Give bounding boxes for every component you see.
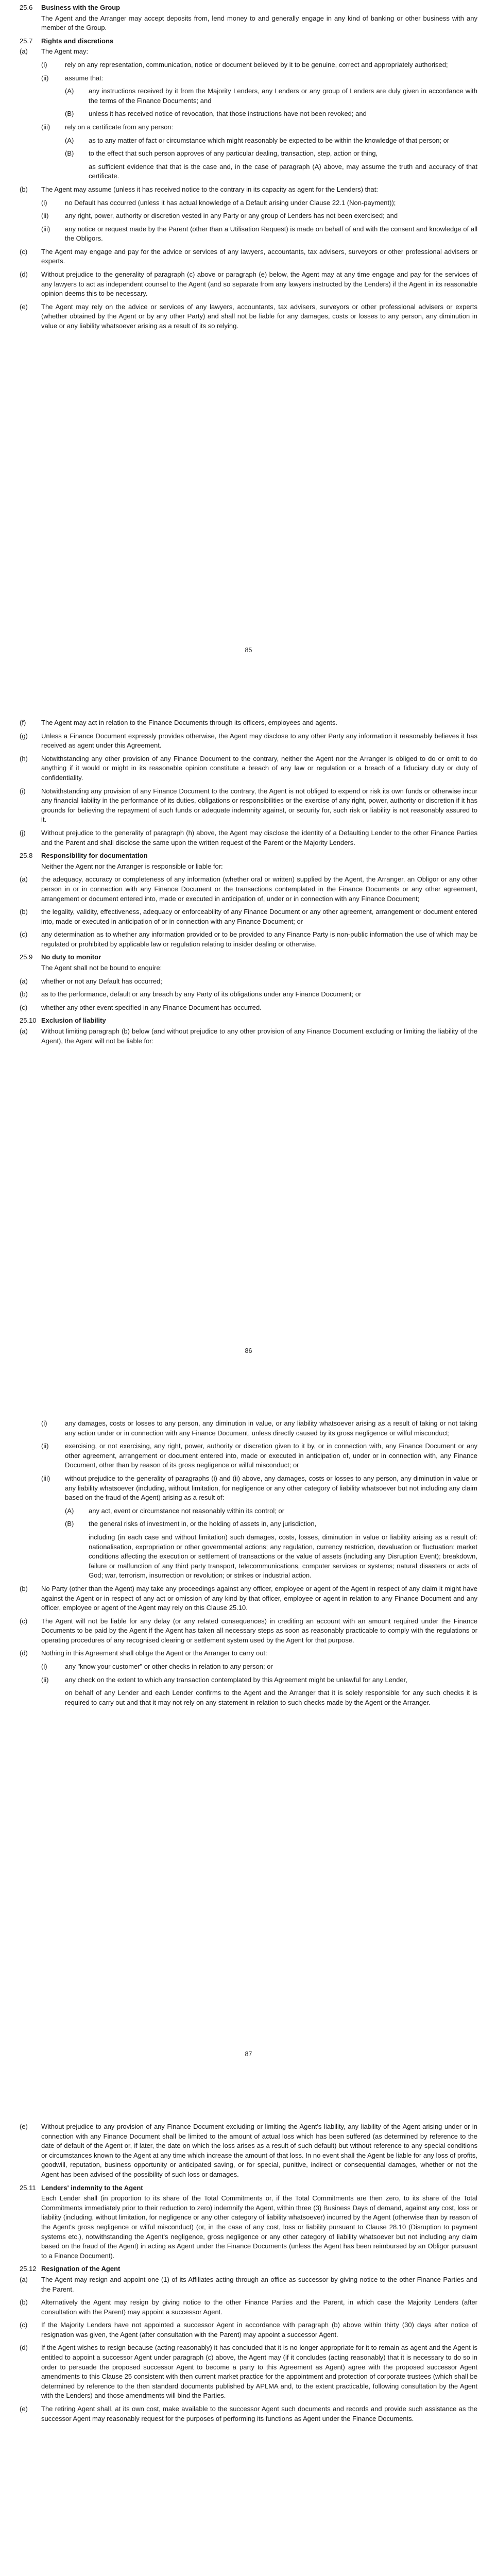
page-content (20, 1406, 477, 1707)
page-content (20, 0, 477, 331)
clause-text: The retiring Agent shall, at its own cost, make available to the successor Agent such documents and records and provide such assistance as the successor Agent may reasonably request for the purposes of performing its functions as Agent under the Finance Documents. (41, 2405, 477, 2422)
clause-heading (20, 2264, 477, 2274)
page-number: 86 (245, 1347, 252, 1354)
clause-paragraph (41, 74, 477, 83)
clause-paragraph (20, 14, 477, 33)
clause-number: 25.9 (20, 953, 33, 961)
clause-number: (i) (41, 1663, 47, 1671)
clause-heading (20, 3, 477, 13)
clause-text: without prejudice to the generality of paragraphs (i) and (ii) above, any damages, costs or losses to any person, any diminution in value or any liability whatsoever (including, without limitation, for negligence or any other category of liability whatsoever but not including any claim based on the fraud of the Agent) arising as a result of: (65, 1474, 477, 1502)
clause-paragraph (20, 47, 477, 57)
clause-text: The Agent and the Arranger may accept deposits from, lend money to and generally engage in any kind of banking or other business with any member of the Group. (41, 14, 477, 32)
clause-number: 25.7 (20, 37, 33, 45)
page-86 (0, 706, 497, 1406)
clause-paragraph (41, 60, 477, 70)
clause-paragraph (20, 270, 477, 299)
clause-paragraph (20, 2122, 477, 2180)
clause-number: (iii) (41, 1474, 50, 1482)
clause-paragraph (20, 2275, 477, 2294)
clause-paragraph (20, 930, 477, 949)
clause-number: (A) (65, 136, 74, 144)
clause-number: (B) (65, 1520, 74, 1528)
page-88 (0, 2110, 497, 2576)
clause-number: (ii) (41, 1675, 49, 1684)
clause-number: (B) (65, 110, 74, 118)
clause-paragraph (20, 2343, 477, 2401)
clause-number: (b) (20, 1584, 28, 1592)
clause-text: The Agent may act in relation to the Finance Documents through its officers, employees and agents. (41, 719, 337, 726)
clause-title: Resignation of the Agent (41, 2265, 121, 2273)
clause-text: any check on the extent to which any transaction contemplated by this Agreement might be unlawful for any Lender, (65, 1675, 407, 1684)
clause-text: The Agent may resign and appoint one (1) of its Affiliates acting through an office as successor by giving notice to the other Finance Parties and the Parent. (41, 2275, 477, 2293)
clause-title: Rights and discretions (41, 37, 114, 45)
clause-heading (20, 851, 477, 861)
clause-number: (i) (41, 1419, 47, 1427)
clause-heading (20, 37, 477, 46)
clause-number: (iii) (41, 123, 50, 131)
clause-text: whether any other event specified in any Finance Document has occurred. (41, 1003, 262, 1011)
clause-number: (ii) (41, 74, 49, 82)
clause-text: The Agent may engage and pay for the advice or services of any lawyers, accountants, tax advisers, surveyors or other professional advisers or experts. (41, 247, 477, 265)
clause-paragraph (20, 875, 477, 904)
clause-text: Notwithstanding any other provision of any Finance Document to the contrary, neither the Agent nor the Arranger is obliged to do or omit to do anything if it would or might in its reasonable opinion constitute a breach of any law or regulation or a breach of a fiduciary duty or duty of confidentiality. (41, 754, 477, 782)
clause-number: (a) (20, 977, 28, 985)
clause-paragraph (20, 907, 477, 926)
clause-paragraph (65, 1506, 477, 1516)
clause-number: (c) (20, 247, 28, 256)
clause-number: (i) (41, 198, 47, 207)
clause-number: (d) (20, 270, 28, 279)
clause-paragraph (20, 2194, 477, 2261)
clause-text: the general risks of investment in, or the holding of assets in, any jurisdiction, (89, 1520, 317, 1528)
clause-paragraph (41, 1688, 477, 1707)
clause-paragraph (20, 963, 477, 973)
clause-title: Business with the Group (41, 4, 121, 11)
clause-number: (e) (20, 302, 28, 311)
clause-number: (e) (20, 2405, 28, 2413)
clause-paragraph (65, 1533, 477, 1581)
clause-paragraph (20, 732, 477, 751)
clause-text: If the Majority Lenders have not appointed a successor Agent in accordance with paragraph (b) above within thirty (30) days after notice of resignation was given, the Agent (after consultation with the Parent) may appoint a successor Agent. (41, 2321, 477, 2338)
clause-paragraph (20, 247, 477, 266)
clause-paragraph (20, 1003, 477, 1013)
clause-title: Lenders' indemnity to the Agent (41, 2183, 143, 2192)
clause-text: the legality, validity, effectiveness, adequacy or enforceability of any Finance Document or any other agreement, arrangement or document entered into, made or executed in anticipation of or in connection with any Finance Document; or (41, 908, 477, 925)
clause-text: as to any matter of fact or circumstance which might reasonably be expected to be within the knowledge of that person; or (89, 136, 450, 144)
clause-number: (g) (20, 732, 28, 740)
clause-paragraph (20, 828, 477, 848)
clause-number: (c) (20, 2321, 28, 2329)
clause-number: (a) (20, 1027, 28, 1036)
clause-paragraph (41, 1442, 477, 1470)
clause-text: Without prejudice to any provision of any Finance Document excluding or limiting the Agent's liability, any liability of the Agent arising under or in connection with any Finance Document shall be limited to the amount of actual loss which has been suffered (as determined by reference to the date of default of the Agent or, if later, the date on which the loss arises as a result of such default) but without reference to any special conditions or circumstances known to the Agent at any time which increase the amount of that loss. In no event shall the Agent be liable for any loss of profits, goodwill, reputation, business opportunity or anticipated saving, or for special, punitive, indirect or consequential damages, whether or not the Agent has been advised of the possibility of such loss or damages. (41, 2123, 477, 2178)
clause-number: (iii) (41, 225, 50, 233)
clause-number: 25.12 (20, 2265, 37, 2273)
clause-paragraph (20, 185, 477, 195)
clause-paragraph (65, 162, 477, 181)
clause-paragraph (20, 302, 477, 331)
clause-text: assume that: (65, 74, 104, 82)
clause-text: on behalf of any Lender and each Lender confirms to the Agent and the Arranger that it is solely responsible for any such checks it is required to carry out and that it may not rely on any statement in relation to such checks made by the Agent or the Arranger. (65, 1689, 477, 1706)
clause-number: (b) (20, 2298, 28, 2307)
clause-text: The Agent may assume (unless it has received notice to the contrary in its capacity as agent for the Lenders) that: (41, 185, 378, 193)
clause-paragraph (20, 2298, 477, 2317)
clause-paragraph (20, 718, 477, 728)
clause-heading (20, 1016, 477, 1026)
clause-text: any "know your customer" or other checks in relation to any person; or (65, 1663, 273, 1671)
clause-text: Neither the Agent nor the Arranger is responsible or liable for: (41, 862, 223, 870)
clause-number: (h) (20, 754, 28, 762)
page-85 (0, 0, 497, 706)
clause-paragraph (41, 1419, 477, 1438)
clause-paragraph (20, 1584, 477, 1613)
clause-paragraph (20, 1649, 477, 1658)
clause-paragraph (41, 198, 477, 208)
clause-number: (b) (20, 908, 28, 916)
clause-paragraph (41, 1474, 477, 1503)
clause-number: (c) (20, 930, 28, 939)
clause-text: Each Lender shall (in proportion to its share of the Total Commitments or, if the Total Commitments are then zero, to its share of the Total Commitments immediately prior to their reduction to zero) indemnify the Agent, within three (3) Business Days of demand, against any cost, loss or liability (including, without limitation, for negligence or any other category of liability whatsoever) incurred by the Agent (otherwise than by reason of the Agent's gross negligence or wilful misconduct) (or, in the case of any cost, loss or liability pursuant to Clause 28.10 (Disruption to payment systems etc.), notwithstanding the Agent's negligence, gross negligence or any other category of liability whatsoever but not including any claim based on the fraud of the Agent) in acting as Agent under the Finance Documents (unless the Agent has been reimbursed by an Obligor pursuant to a Finance Document). (41, 2194, 477, 2260)
clause-number: (ii) (41, 1442, 49, 1450)
clause-text: rely on a certificate from any person: (65, 123, 174, 131)
clause-number: 25.8 (20, 852, 33, 860)
clause-text: No Party (other than the Agent) may take any proceedings against any officer, employee or agent of the Agent in respect of any claim it might have against the Agent or in respect of any act or omission of any kind by that officer, employee or agent in relation to any Finance Document and any officer, employee or agent of the Agent may rely on this Clause 25.10. (41, 1584, 477, 1612)
clause-paragraph (65, 87, 477, 106)
clause-number: (A) (65, 1506, 74, 1515)
clause-number: 25.10 (20, 1016, 37, 1025)
page-content (20, 706, 477, 1046)
clause-paragraph (20, 990, 477, 999)
clause-text: If the Agent wishes to resign because (acting reasonably) it has concluded that it is no longer appropriate for it to remain as agent and the Agent is entitled to appoint a successor Agent under paragraph (c) above, the Agent may (if it concludes (acting reasonably) that it is necessary to do so in order to persuade the proposed successor Agent to become a party to this Agreement as Agent) agree with the proposed successor Agent amendments to this Clause 25 consistent with then current market practice for the appointment and protection of corporate trustees (which shall be determined by reference to the then standard documents published by APLMA and, to the extent practicable, following consultation by the Agent with the Lenders) and those amendments will bind the Parties. (41, 2344, 477, 2400)
clause-title: No duty to monitor (41, 953, 101, 961)
clause-paragraph (65, 149, 477, 159)
clause-text: whether or not any Default has occurred; (41, 977, 162, 985)
clause-text: Without prejudice to the generality of paragraph (h) above, the Agent may disclose the identity of a Defaulting Lender to the other Finance Parties and the Parent and shall disclose the same upon the written request of the Parent or the Majority Lenders. (41, 828, 477, 846)
clause-number: (c) (20, 1003, 28, 1011)
clause-heading (20, 953, 477, 962)
page-number: 87 (245, 2050, 252, 2058)
clause-number: 25.6 (20, 4, 33, 11)
clause-number: (ii) (41, 212, 49, 220)
clause-paragraph (20, 1617, 477, 1646)
clause-paragraph (65, 136, 477, 146)
clause-text: any act, event or circumstance not reasonably within its control; or (89, 1506, 285, 1515)
clause-text: to the effect that such person approves of any particular dealing, transaction, step, action or thing, (89, 149, 378, 158)
clause-title: Exclusion of liability (41, 1016, 106, 1025)
clause-paragraph (20, 2320, 477, 2340)
clause-title: Responsibility for documentation (41, 852, 148, 860)
clause-number: (i) (41, 60, 47, 69)
page-content (20, 2110, 477, 2424)
clause-text: any damages, costs or losses to any person, any diminution in value, or any liability whatsoever arising as a result of taking or not taking any action under or in connection with any Finance Document, unless directly caused by its gross negligence or wilful misconduct; (65, 1419, 477, 1437)
clause-number: (a) (20, 875, 28, 884)
page-87 (0, 1406, 497, 2110)
clause-number: (d) (20, 1649, 28, 1657)
clause-text: any notice or request made by the Parent (other than a Utilisation Request) is made on behalf of and with the consent and knowledge of all the Obligors. (65, 225, 477, 243)
clause-text: The Agent may: (41, 47, 89, 56)
clause-text: exercising, or not exercising, any right, power, authority or discretion given to it by, or in connection with, any Finance Document or any other agreement, arrangement or document entered into, made or executed in anticipation of, under or in connection with, any Finance Document, other than by reason of its gross negligence or wilful misconduct; or (65, 1442, 477, 1469)
clause-text: as to the performance, default or any breach by any Party of its obligations under any Finance Document; or (41, 990, 362, 998)
clause-number: (a) (20, 2275, 28, 2283)
clause-heading (20, 2183, 477, 2193)
clause-text: the adequacy, accuracy or completeness of any information (whether oral or written) supplied by the Agent, the Arranger, an Obligor or any other person in or in connection with any Finance Document or the transactions contemplated in the Finance Documents or any other agreement, arrangement or document entered into, made or executed in anticipation of, under or in connection with any Finance Document; (41, 875, 477, 903)
clause-text: rely on any representation, communication, notice or document believed by it to be genuine, correct and appropriately authorised; (65, 60, 448, 69)
clause-number: (a) (20, 47, 28, 56)
clause-text: Without prejudice to the generality of paragraph (c) above or paragraph (e) below, the Agent may at any time engage and pay for the services of any lawyers to act as independent counsel to the Agent (and so separate from any lawyers instructed by the Lenders) if the Agent in its reasonable opinion deems this to be necessary. (41, 270, 477, 298)
clause-paragraph (41, 123, 477, 132)
clause-paragraph (41, 1662, 477, 1672)
page-number: 85 (245, 647, 252, 654)
clause-paragraph (41, 225, 477, 244)
clause-text: as sufficient evidence that that is the case and, in the case of paragraph (A) above, may assume the truth and accuracy of that certificate. (89, 162, 477, 180)
clause-paragraph (65, 109, 477, 119)
clause-text: Alternatively the Agent may resign by giving notice to the other Finance Parties and the Parent, in which case the Majority Lenders (after consultation with the Parent) may appoint a successor Agent. (41, 2298, 477, 2316)
clause-text: The Agent may rely on the advice or services of any lawyers, accountants, tax advisers, surveyors or other professional advisers or experts (whether obtained by the Agent or by any other Party) and shall not be liable for any damages, costs or losses to any person, any diminution in value or any liability whatsoever arising as a result of its so relying. (41, 302, 477, 330)
clause-number: (b) (20, 990, 28, 998)
clause-text: any determination as to whether any information provided or to be provided to any Finance Party is non-public information the use of which may be regulated or prohibited by applicable law or regulation relating to insider dealing or otherwise. (41, 930, 477, 948)
clause-number: (e) (20, 2123, 28, 2130)
clause-text: Nothing in this Agreement shall oblige the Agent or the Arranger to carry out: (41, 1649, 267, 1657)
clause-paragraph (41, 1675, 477, 1685)
clause-paragraph (20, 754, 477, 783)
clause-text: any instructions received by it from the Majority Lenders, any Lenders or any group of Lenders are duly given in accordance with the terms of the Finance Documents; and (89, 87, 477, 105)
clause-paragraph (20, 1027, 477, 1046)
clause-paragraph (20, 787, 477, 825)
clause-text: Without limiting paragraph (b) below (and without prejudice to any other provision of any Finance Document excluding or limiting the liability of the Agent), the Agent will not be liable for: (41, 1027, 477, 1045)
clause-paragraph (20, 2404, 477, 2424)
clause-number: 25.11 (20, 2183, 36, 2192)
clause-text: Unless a Finance Document expressly provides otherwise, the Agent may disclose to any other Party any information it reasonably believes it has received as agent under this Agreement. (41, 732, 477, 750)
clause-text: The Agent will not be liable for any delay (or any related consequences) in crediting an account with an amount required under the Finance Documents to be paid by the Agent if the Agent has taken all necessary steps as soon as reasonably practicable to comply with the regulations or operating procedures of any recognised clearing or settlement system used by the Agent for that purpose. (41, 1617, 477, 1644)
clause-text: unless it has received notice of revocation, that those instructions have not been revoked; and (89, 110, 367, 118)
clause-text: any right, power, authority or discretion vested in any Party or any group of Lenders has not been exercised; and (65, 212, 398, 220)
clause-paragraph (41, 211, 477, 221)
clause-number: (d) (20, 2344, 28, 2352)
clause-number: (c) (20, 1617, 28, 1625)
clause-number: (b) (20, 185, 28, 193)
clause-number: (B) (65, 149, 74, 158)
clause-number: (j) (20, 828, 26, 837)
clause-paragraph (20, 977, 477, 987)
clause-number: (f) (20, 719, 26, 726)
clause-text: The Agent shall not be bound to enquire: (41, 964, 162, 972)
clause-paragraph (20, 862, 477, 872)
clause-text: no Default has occurred (unless it has actual knowledge of a Default arising under Clause 22.1 (Non-payment)); (65, 198, 396, 207)
clause-paragraph (65, 1519, 477, 1529)
clause-number: (A) (65, 87, 74, 95)
clause-number: (i) (20, 787, 26, 795)
clause-text: including (in each case and without limitation) such damages, costs, losses, diminution in value or liability arising as a result of: nationalisation, expropriation or other governmental actions; any regulation, currency restriction, devaluation or fluctuation; market conditions affecting the execution or settlement of transactions or the value of assets (including any Disruption Event); breakdown, failure or malfunction of any third party transport, telecommunications, computer services or systems; natural disasters or acts of God; war, terrorism, insurrection or revolution; or strikes or industrial action. (89, 1533, 477, 1580)
clause-text: Notwithstanding any provision of any Finance Document to the contrary, the Agent is not obliged to expend or risk its own funds or otherwise incur any financial liability in the performance of its duties, obligations or responsibilities or the exercise of any right, power, authority or discretion if it has grounds for believing the repayment of such funds or adequate indemnity against, or security for, such risk or liability is not reasonably assured to it. (41, 787, 477, 824)
